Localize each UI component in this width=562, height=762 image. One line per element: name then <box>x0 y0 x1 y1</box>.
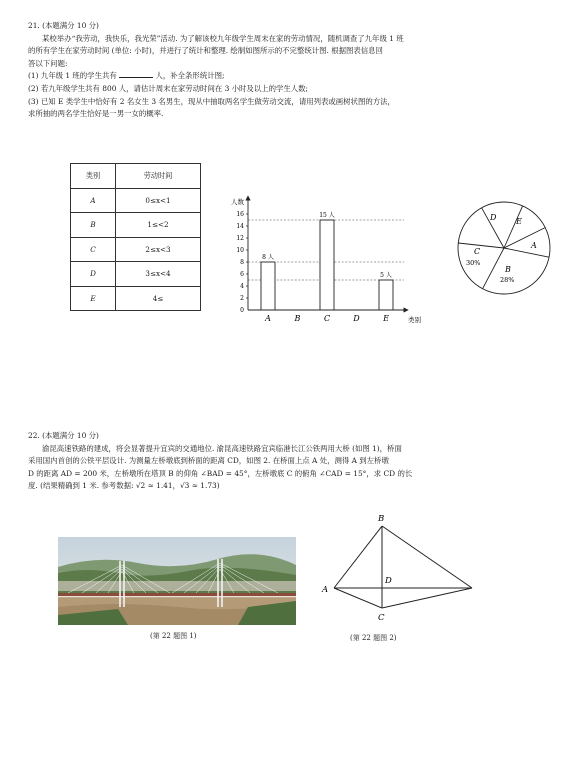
table-cell-time: 3≤x<4 <box>116 262 201 287</box>
table-cell-category: E <box>71 286 116 311</box>
pie-chart <box>452 196 556 300</box>
pie-label-c: C <box>474 247 481 256</box>
pie-label-b: B <box>505 265 511 274</box>
category-table <box>70 163 201 311</box>
table-header-row <box>71 164 201 189</box>
table-header-category: 类别 <box>71 164 116 189</box>
table-header-time: 劳动时间 <box>116 164 201 189</box>
y-axis-label: 人数 <box>231 198 244 206</box>
q22-line-1: 渝昆高速铁路的建成，将会显著提升宜宾的交通地位. 渝昆高速铁路宜宾临港长江公铁两用大桥 (如图 1)，桥面 <box>42 443 402 453</box>
y-tick-label: 6 <box>240 271 244 279</box>
table-row <box>71 286 201 311</box>
q21-intro-line-3: 答以下问题: <box>28 58 68 68</box>
pie-label-e: E <box>516 217 522 226</box>
point-label-d: D <box>385 576 392 586</box>
x-category-label: D <box>353 314 360 323</box>
table-cell-category: D <box>71 262 116 287</box>
y-tick-label: 16 <box>236 211 244 219</box>
bar-data-label: 8 人 <box>262 254 274 261</box>
q21-sub-1 <box>28 70 538 83</box>
table-cell-category: B <box>71 213 116 238</box>
table-cell-time: 0≤x<1 <box>116 188 201 213</box>
q21-intro-line-1: 某校举办“我劳动，我快乐，我光荣”活动. 为了解该校九年级学生周末在家的劳动情况，随机调查了九年级 1 班 <box>42 33 404 43</box>
y-tick-label: 0 <box>240 307 244 315</box>
q22-header: 22. (本题满分 10 分) <box>28 431 99 440</box>
geometry-figure <box>314 510 484 630</box>
table-cell-time: 1≤<2 <box>116 213 201 238</box>
table-row <box>71 188 201 213</box>
x-category-label: B <box>294 314 301 323</box>
question-22 <box>28 430 538 493</box>
bar-data-label: 5 人 <box>380 272 392 279</box>
question-21 <box>28 20 538 121</box>
q22-line-4: 度. (结果精确到 1 米. 参考数据: √2 ≈ 1.41，√3 ≈ 1.73) <box>28 481 220 491</box>
y-tick-label: 8 <box>240 259 244 267</box>
point-label-c: C <box>378 613 385 623</box>
x-category-label: E <box>383 314 389 323</box>
point-label-a: A <box>322 585 329 595</box>
x-category-label: A <box>265 314 271 323</box>
y-tick-label: 10 <box>236 247 244 255</box>
bridge-photo <box>58 537 296 625</box>
table-row <box>71 262 201 287</box>
q21-header: 21. (本题满分 10 分) <box>28 21 99 30</box>
table-cell-time: 2≤x<3 <box>116 237 201 262</box>
bar-chart <box>222 192 436 328</box>
bar-c <box>320 220 334 310</box>
table-cell-category: C <box>71 237 116 262</box>
bar-a <box>261 262 275 310</box>
pie-label-a: A <box>531 241 537 250</box>
q22-line-3: D 的距离 AD = 200 米，左桥墩所在塔顶 B 的仰角 ∠BAD = 45°，左桥墩底 C 的俯角 ∠CAD = 15°，求 CD 的长 <box>28 468 413 478</box>
pie-percent-c: 30% <box>466 259 481 267</box>
q21-sub-1-before: (1) 九年级 1 班的学生共有 <box>28 71 117 81</box>
figure-2-caption: (第 22 题图 2) <box>350 634 397 642</box>
bar-data-label: 15 人 <box>319 212 335 219</box>
table-cell-category: A <box>71 188 116 213</box>
figure-1-caption: (第 22 题图 1) <box>150 632 197 640</box>
q21-sub-3-line-2: 求所抽的两名学生恰好是一男一女的概率. <box>28 109 164 119</box>
q21-sub-2: (2) 若九年级学生共有 800 人，请估计周末在家劳动时间在 3 小时及以上的学生人数; <box>28 83 309 93</box>
answer-blank <box>119 70 153 78</box>
q21-intro-line-2: 的所有学生在家劳动时间 (单位: 小时)，并进行了统计和整理. 绘制如图所示的不完整统计图. 根据图表信息回 <box>28 46 383 56</box>
y-tick-label: 2 <box>240 295 244 303</box>
y-tick-label: 12 <box>236 235 244 243</box>
q21-sub-1-after: 人，补全条形统计图; <box>155 71 225 81</box>
table-row <box>71 213 201 238</box>
point-label-b: B <box>378 514 385 524</box>
pie-label-d: D <box>490 213 497 222</box>
x-axis-label: 类别 <box>408 316 421 324</box>
y-tick-label: 14 <box>236 223 244 231</box>
y-tick-label: 4 <box>240 283 244 291</box>
q21-sub-3-line-1: (3) 已知 E 类学生中恰好有 2 名女生 3 名男生，现从中抽取两名学生做劳动交流，请用列表或画树状图的方法， <box>28 96 395 106</box>
table-cell-time: 4≤ <box>116 286 201 311</box>
q22-line-2: 采用国内首创的公铁平层设计. 为测量左桥墩底到桥面的距离 CD，如图 2. 在桥面上点 A 处，测得 A 到左桥墩 <box>28 456 389 466</box>
x-category-label: C <box>323 314 331 323</box>
table-row <box>71 237 201 262</box>
bar-e <box>379 280 393 310</box>
pie-percent-b: 28% <box>500 276 515 284</box>
